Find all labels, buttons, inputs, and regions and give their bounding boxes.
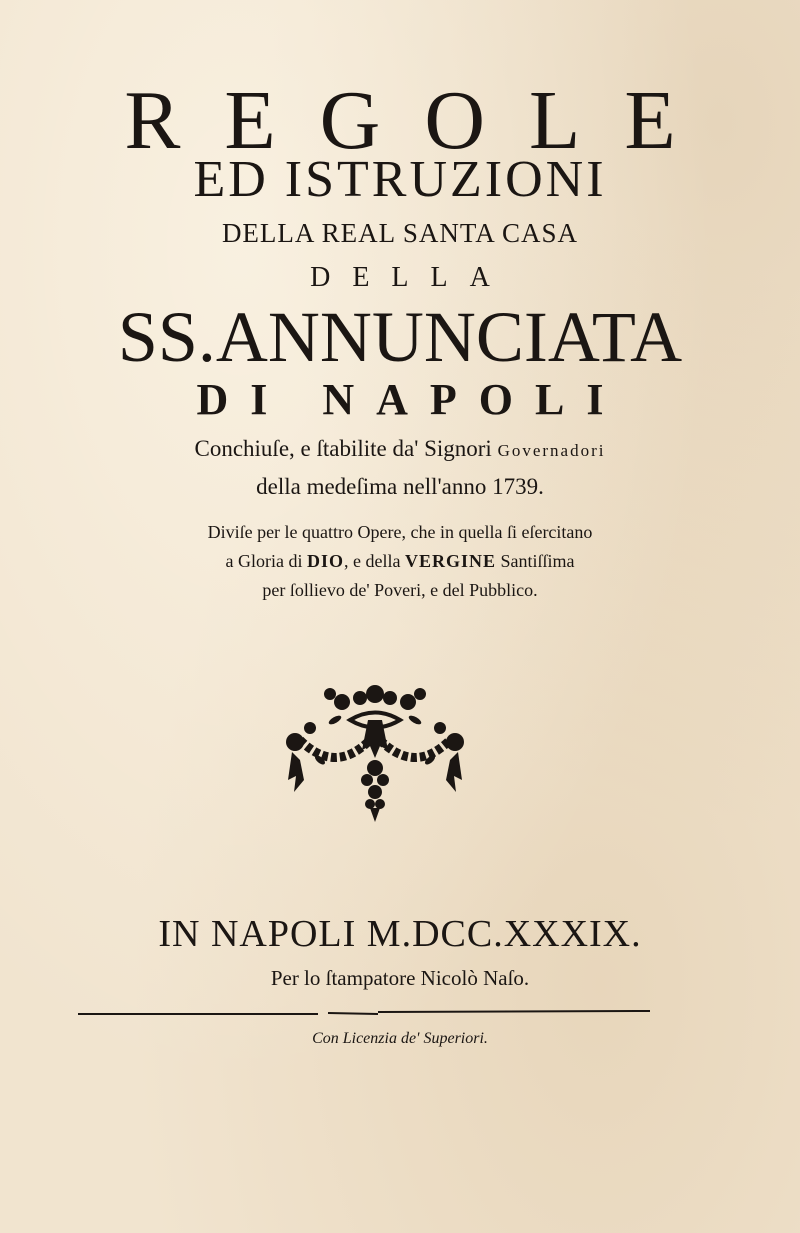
description-line-2 <box>0 551 800 572</box>
subtitle-governadori: Governadori <box>497 441 606 460</box>
imprint-license: Con Licenzia de' Superiori. <box>312 1030 488 1047</box>
title-di-napoli: DI NAPOLI <box>196 375 626 424</box>
title-ss-annunciata: SS.ANNUNCIATA <box>117 297 683 377</box>
description-line-1: Diviſe per le quattro Opere, che in quella ſi eſercitano <box>207 522 593 542</box>
title-della: DELLA <box>310 262 512 293</box>
subtitle-year: della medeſima nell'anno 1739. <box>256 474 544 499</box>
title-della-real-santa-casa: DELLA REAL SANTA CASA <box>221 218 579 248</box>
desc-santissima: Santiſſima <box>496 551 575 571</box>
title-ed-istruzioni: ED ISTRUZIONI <box>193 151 607 208</box>
title-regole: REGOLE <box>124 74 720 167</box>
imprint-printer: Per lo ſtampatore Nicolò Naſo. <box>270 966 530 990</box>
desc-gloria: a Gloria di <box>225 551 307 571</box>
imprint-place-date: IN NAPOLI M.DCC.XXXIX. <box>158 913 642 955</box>
divider-rule <box>78 1008 650 1018</box>
desc-vergine: VERGINE <box>404 551 496 571</box>
desc-e-della: , e della <box>344 551 405 571</box>
subtitle-conchiuse-text: Conchiuſe, e ſtabilite da' Signori <box>194 436 498 461</box>
desc-dio: DIO <box>306 551 344 571</box>
floral-swag-ornament-icon <box>280 680 470 825</box>
subtitle-conchiuse <box>0 436 800 462</box>
description-line-3: per ſollievo de' Poveri, e del Pubblico. <box>262 580 538 600</box>
